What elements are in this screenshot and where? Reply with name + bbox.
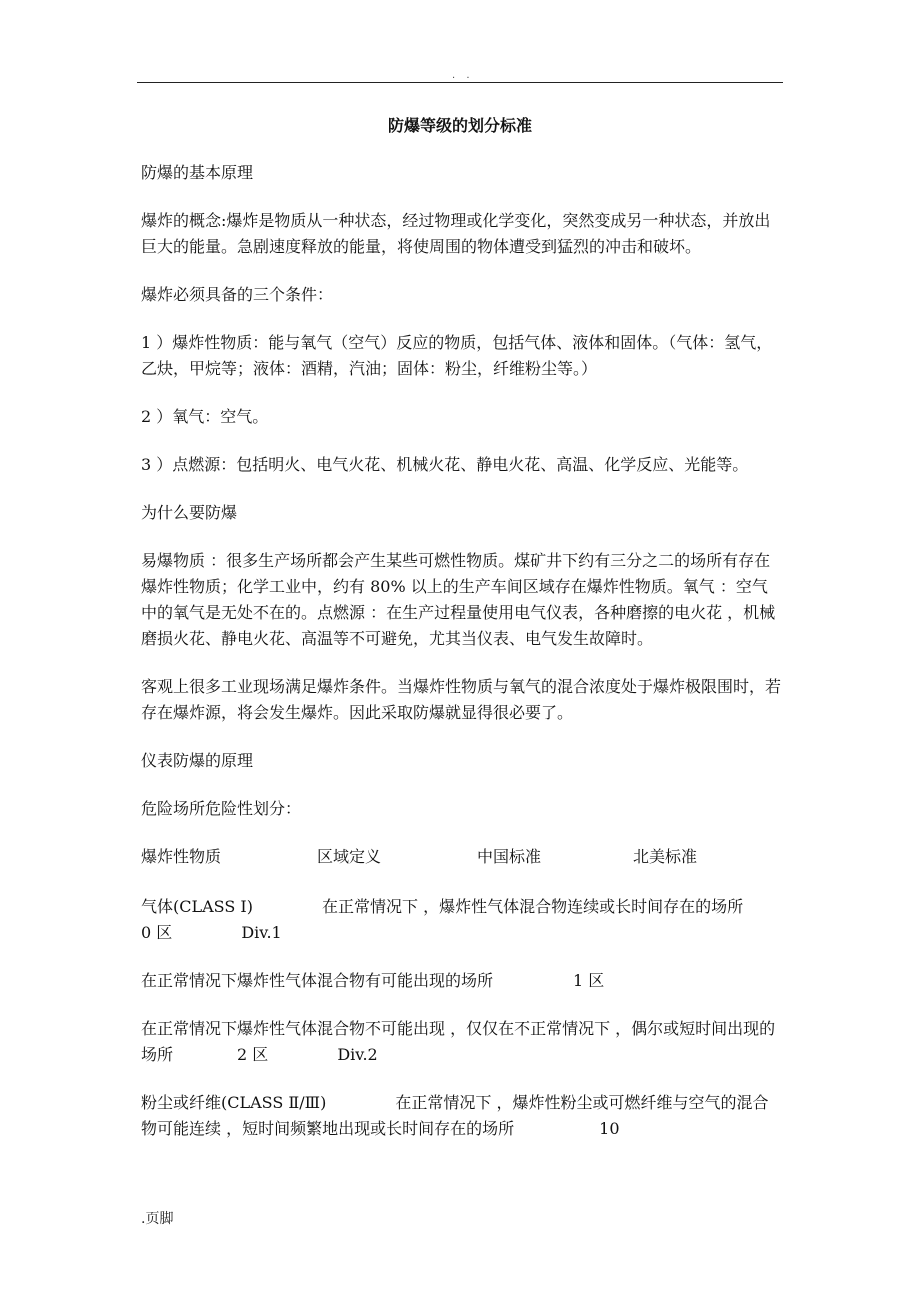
- header-rule: [137, 82, 783, 83]
- section-heading: 为什么要防爆: [141, 503, 238, 522]
- column-header: 中国标准: [477, 847, 542, 866]
- table-header-row: [141, 844, 783, 870]
- section-heading: 防爆的基本原理: [141, 163, 254, 182]
- paragraph: 爆炸的概念:爆炸是物质从一种状态，经过物理或化学变化，突然变成另一种状态，并放出巨大的能量。急剧速度释放的能量，将使周围的物体遭受到猛烈的冲击和破坏。: [141, 211, 771, 256]
- paragraph: 易爆物质 ：很多生产场所都会产生某些可燃性物质。煤矿井下约有三分之二的场所有存在爆炸性物质；化学工业中，约有 80% 以上的生产车间区域存在爆炸性物质。氧气 ：空气中的氧气是无处不在的。点燃源 ：在生产过程量使用电气仪表，各种磨擦的电火花 ，机械磨损火花、静电火花、高温等不可避免，尤其当仪表、电气发生故障时。: [141, 551, 776, 648]
- paragraph: 爆炸必须具备的三个条件：: [141, 285, 334, 304]
- list-item: 3 ）点燃源：包括明火、电气火花、机械火花、静电火花、高温、化学反应、光能等。: [141, 455, 749, 474]
- table-entry: 气体(CLASS Ⅰ) 在正常情况下 ，爆炸性气体混合物连续或长时间存在的场所 0 区 Div.1: [141, 897, 808, 942]
- section-heading: 仪表防爆的原理: [141, 751, 254, 770]
- column-header: 爆炸性物质: [141, 847, 222, 866]
- header-dots: . .: [452, 70, 474, 81]
- column-header: 北美标准: [633, 847, 698, 866]
- paragraph: 危险场所危险性划分：: [141, 799, 302, 818]
- table-entry: 在正常情况下爆炸性气体混合物不可能出现 ，仅仅在不正常情况下 ，偶尔或短时间出现的场所 2 区 Div.2: [141, 1019, 776, 1064]
- table-entry: 粉尘或纤维(CLASS Ⅱ/Ⅲ) 在正常情况下 ，爆炸性粉尘或可燃纤维与空气的混合物可能连续 ，短时间频繁地出现或长时间存在的场所 10: [141, 1093, 769, 1138]
- document-body: [141, 160, 808, 1164]
- page-footer: .页脚: [141, 1211, 174, 1227]
- list-item: 2 ）氧气：空气。: [141, 407, 269, 426]
- column-header: 区域定义: [317, 847, 382, 866]
- table-entry: 在正常情况下爆炸性气体混合物有可能出现的场所 1 区: [141, 971, 605, 990]
- list-item: 1 ）爆炸性物质：能与氧气（空气）反应的物质，包括气体、液体和固体。（气体：氢气，乙炔，甲烷等；液体：酒精，汽油；固体：粉尘，纤维粉尘等。）: [141, 333, 773, 378]
- paragraph: 客观上很多工业现场满足爆炸条件。当爆炸性物质与氧气的混合浓度处于爆炸极限围时，若存在爆炸源，将会发生爆炸。因此采取防爆就显得很必要了。: [141, 677, 782, 722]
- page-title: 防爆等级的划分标准: [387, 116, 532, 135]
